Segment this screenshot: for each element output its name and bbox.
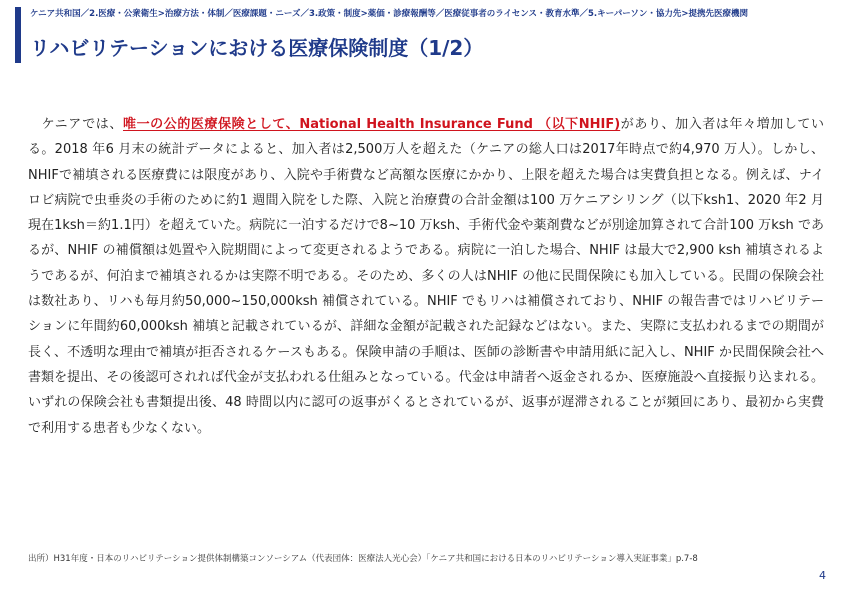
- body-text: があり、加入者は年々増加している。2018 年6 月末の統計データによると、加入者は2,500万人を超えた（ケニアの総人口は2017年時点で約4,970 万人）。しかし、NHIFで補填される医療費には限度があり、入院や手術費など高額な医療にかかり、上限を超えた場合は実費負担となる。例えば、ナイロビ病院で虫垂炎の手術のために約1 週間入院をした際、入院と治療費の合計金額は100 万ケニアシリング（以下ksh1、2020 年2 月現在1ksh＝約1.1円）を超えていた。病院に一泊するだけで8~10 万ksh、手術代金や薬剤費などが別途加算されて合計100 万ksh であるが、NHIF の補償額は処置や入院期間によって変更されるようである。病院に一泊した場合、NHIF は最大で2,900 ksh 補填されるようであるが、何泊まで補填されるかは実際不明である。そのため、多くの人はNHIF の他に民間保険にも加入している。民間の保険会社は数社あり、リハも毎月約50,000~150,000ksh 補償されている。NHIF でもリハは補償されており、NHIF の報告書ではリハビリテーションに年間約60,000ksh 補填と記載されているが、詳細な金額が記載された記録などはない。また、実際に支払われるまでの期間が長く、不透明な理由で補填が拒否されるケースもある。保険申請の手順は、医師の診断書や申請用紙に記入し、NHIF か民間保険会社へ書類を提出、その後認可されれば代金が支払われる仕組みとなっている。代金は申請者へ返金されるか、医療施設へ直接振り込まれる。いずれの保険会社も書類提出後、48 時間以内に認可の返事がくるとされているが、返事が遅滞されることが頻回にあり、最初から実費で利用する患者も少なくない。: [28, 117, 824, 436]
- highlighted-phrase: 唯一の公的医療保険として、National Health Insurance Fund （以下NHIF): [122, 117, 621, 132]
- body-paragraph: [28, 112, 824, 441]
- source-note: 出所）H31年度・日本のリハビリテーション提供体制構築コンソーシアム（代表団体：医療法人光心会）「ケニア共和国における日本のリハビリテーション導入実証事業」p.7-8: [28, 554, 698, 564]
- page-title: リハビリテーションにおける医療保険制度（1/2）: [30, 36, 484, 60]
- header-accent-bar: [15, 7, 21, 63]
- breadcrumb: ケニア共和国／2.医療・公衆衛生>治療方法・体制／医療課題・ニーズ／3.政策・制度>薬価・診療報酬等／医療従事者のライセンス・教育水準／5.キーパーソン・協力先>提携先医療機関: [30, 9, 749, 19]
- body-intro: ケニアでは、: [28, 117, 123, 132]
- page-number: 4: [819, 569, 826, 582]
